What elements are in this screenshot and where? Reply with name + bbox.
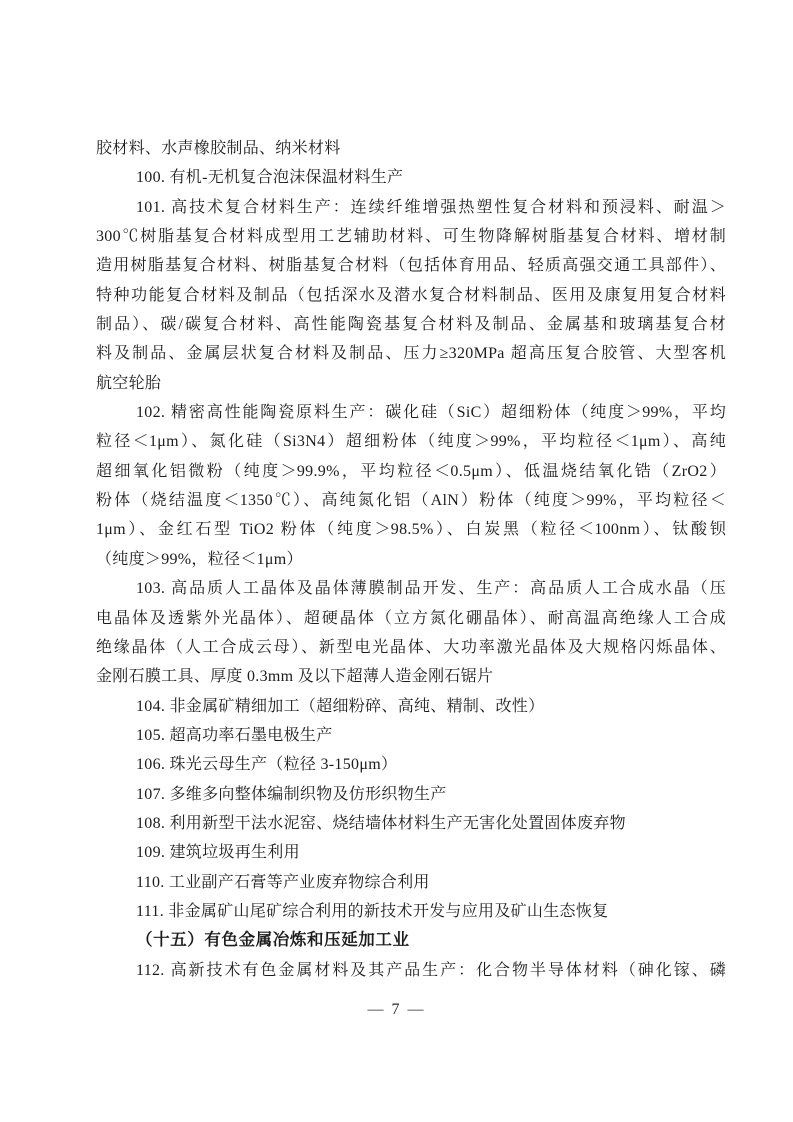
text-line: 航空轮胎 xyxy=(96,374,162,392)
text-line: 1μm）、金红石型 TiO2 粉体（纯度＞98.5%）、白炭黑（粒径＜100nm）、钛酸钡 xyxy=(96,521,726,539)
catalog-item-line: 112. 高新技术有色金属材料及其产品生产：化合物半导体材料（砷化镓、磷 xyxy=(136,961,726,979)
page-number: — 7 — xyxy=(367,1001,426,1018)
catalog-item-line: 104. 非金属矿精细加工（超细粉碎、高纯、精制、改性） xyxy=(136,697,545,715)
catalog-item-line: 107. 多维多向整体编制织物及仿形织物生产 xyxy=(136,785,447,803)
text-line: 金刚石膜工具、厚度 0.3mm 及以下超薄人造金刚石锯片 xyxy=(96,668,494,686)
text-line: 300℃树脂基复合材料成型用工艺辅助材料、可生物降解树脂基复合材料、增材制 xyxy=(96,228,726,246)
text-line: 造用树脂基复合材料、树脂基复合材料（包括体育用品、轻质高强交通工具部件）、 xyxy=(96,257,726,275)
catalog-item-line: 106. 珠光云母生产（粒径 3-150μm） xyxy=(136,756,398,774)
text-line: 绝缘晶体（人工合成云母）、新型电光晶体、大功率激光晶体及大规格闪烁晶体、 xyxy=(96,638,726,656)
text-line: 特种功能复合材料及制品（包括深水及潜水复合材料制品、医用及康复用复合材料 xyxy=(96,286,726,304)
text-line: 超细氧化铝微粉（纯度＞99.9%，平均粒径＜0.5μm）、低温烧结氧化锆（ZrO2） xyxy=(96,462,726,480)
text-line: 制品）、碳/碳复合材料、高性能陶瓷基复合材料及制品、金属基和玻璃基复合材 xyxy=(96,316,726,334)
catalog-item-line: 100. 有机-无机复合泡沫保温材料生产 xyxy=(136,169,404,187)
catalog-item-line: 109. 建筑垃圾再生利用 xyxy=(136,844,300,862)
catalog-item-line: 105. 超高功率石墨电极生产 xyxy=(136,726,333,744)
catalog-item-line: 111. 非金属矿山尾矿综合利用的新技术开发与应用及矿山生态恢复 xyxy=(136,902,609,920)
catalog-item-line: 101. 高技术复合材料生产：连续纤维增强热塑性复合材料和预浸料、耐温＞ xyxy=(136,198,726,216)
text-line: 电晶体及透紫外光晶体）、超硬晶体（立方氮化硼晶体）、耐高温高绝缘人工合成 xyxy=(96,609,726,627)
text-line: 料及制品、金属层状复合材料及制品、压力≥320MPa 超高压复合胶管、大型客机 xyxy=(96,345,726,363)
page-footer xyxy=(0,999,793,1021)
catalog-item-line: 103. 高品质人工晶体及晶体薄膜制品开发、生产：高品质人工合成水晶（压 xyxy=(136,580,726,598)
text-line: 胶材料、水声橡胶制品、纳米材料 xyxy=(96,140,341,157)
document-body xyxy=(96,134,726,985)
text-line: 粉体（烧结温度＜1350℃）、高纯氮化铝（AlN）粉体（纯度＞99%，平均粒径＜ xyxy=(96,492,726,510)
section-heading: （十五）有色金属冶炼和压延加工业 xyxy=(136,931,410,950)
catalog-item-line: 108. 利用新型干法水泥窑、烧结墙体材料生产无害化处置固体废弃物 xyxy=(136,814,626,832)
catalog-item-line: 110. 工业副产石膏等产业废弃物综合利用 xyxy=(136,873,430,891)
catalog-item-line: 102. 精密高性能陶瓷原料生产：碳化硅（SiC）超细粉体（纯度＞99%，平均 xyxy=(136,404,726,422)
text-line: 粒径＜1μm）、氮化硅（Si3N4）超细粉体（纯度＞99%，平均粒径＜1μm）、高纯 xyxy=(96,433,726,451)
text-line: （纯度＞99%，粒径＜1μm） xyxy=(96,550,303,568)
